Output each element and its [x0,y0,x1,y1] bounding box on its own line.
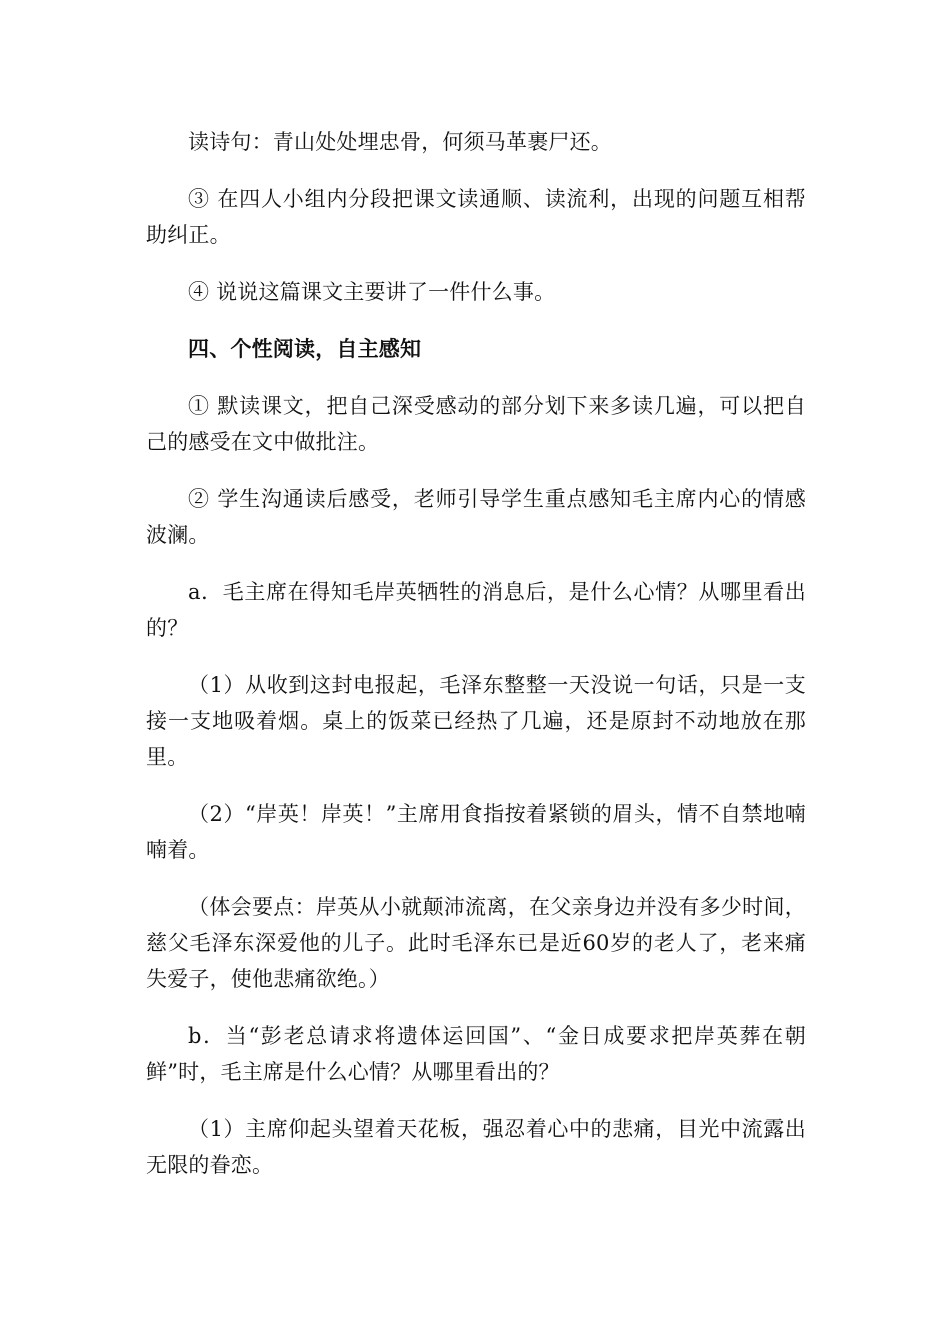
section-heading: 四、个性阅读，自主感知 [188,336,422,361]
paragraph-answer-b1: （1）主席仰起头望着天花板，强忍着心中的悲痛，目光中流露出无限的眷恋。 [146,1117,806,1177]
document-body [146,124,806,1204]
paragraph-key-points: （体会要点：岸英从小就颠沛流离，在父亲身边并没有多少时间，慈父毛泽东深爱他的儿子。此时毛泽东已是近60岁的老人了，老来痛失爱子，使他悲痛欲绝。） [146,895,806,991]
paragraph-question-a: a．毛主席在得知毛岸英牺牲的消息后，是什么心情？从哪里看出的？ [146,580,806,640]
paragraph-answer-a2: （2）“岸英！岸英！”主席用食指按着紧锁的眉头，情不自禁地喃喃着。 [146,802,806,862]
paragraph-step-1: ① 默读课文，把自己深受感动的部分划下来多读几遍，可以把自己的感受在文中做批注。 [146,394,806,454]
paragraph-answer-a1: （1）从收到这封电报起，毛泽东整整一天没说一句话，只是一支接一支地吸着烟。桌上的饭菜已经热了几遍，还是原封不动地放在那里。 [146,673,806,769]
paragraph-question-b: b．当“彭老总请求将遗体运回国”、“金日成要求把岸英葬在朝鲜”时，毛主席是什么心情？从哪里看出的？ [146,1024,806,1084]
paragraph-step-2: ② 学生沟通读后感受，老师引导学生重点感知毛主席内心的情感波澜。 [146,487,806,547]
paragraph-step-3: ③ 在四人小组内分段把课文读通顺、读流利，出现的问题互相帮助纠正。 [146,187,806,247]
paragraph-step-4: ④ 说说这篇课文主要讲了一件什么事。 [188,280,556,304]
paragraph-poem-line: 读诗句：青山处处埋忠骨，何须马革裹尸还。 [188,130,612,154]
